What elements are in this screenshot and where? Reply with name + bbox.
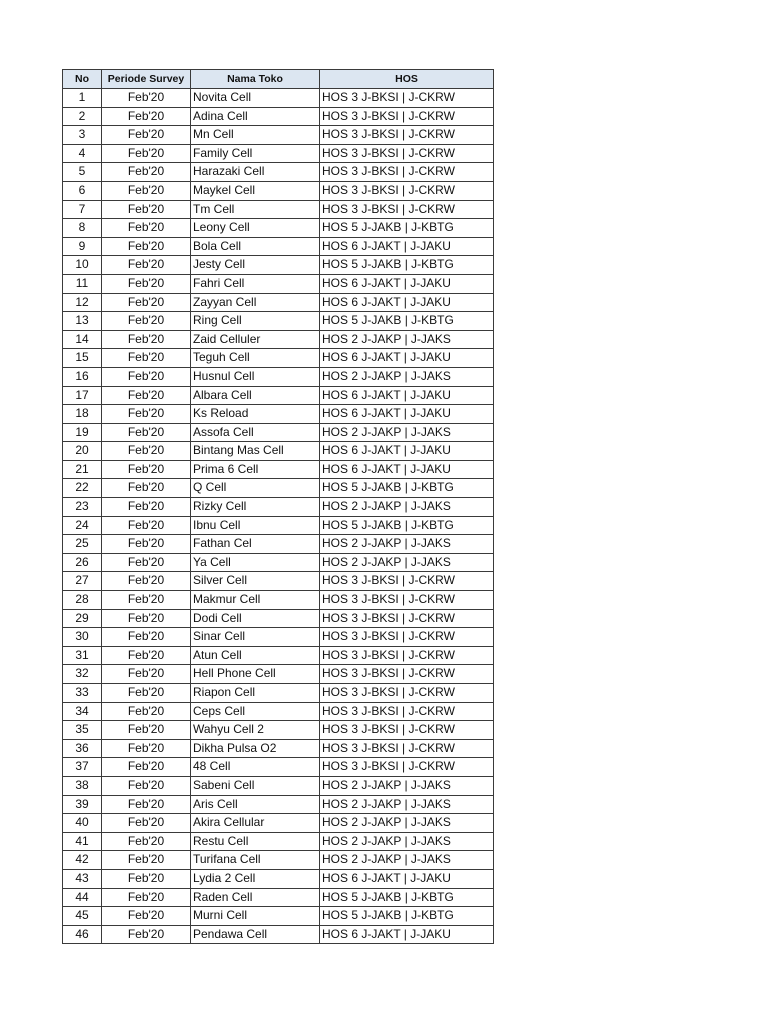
table-row xyxy=(63,851,494,870)
cell-nama-toko: Assofa Cell xyxy=(191,423,320,442)
cell-hos: HOS 5 J-JAKB | J-KBTG xyxy=(320,516,494,535)
cell-periode-survey: Feb'20 xyxy=(102,219,191,238)
table-row xyxy=(63,665,494,684)
cell-periode-survey: Feb'20 xyxy=(102,888,191,907)
cell-no: 46 xyxy=(63,925,102,944)
cell-hos: HOS 3 J-BKSI | J-CKRW xyxy=(320,628,494,647)
cell-no: 30 xyxy=(63,628,102,647)
cell-nama-toko: Ceps Cell xyxy=(191,702,320,721)
cell-nama-toko: Fahri Cell xyxy=(191,274,320,293)
cell-hos: HOS 6 J-JAKT | J-JAKU xyxy=(320,405,494,424)
table-row xyxy=(63,684,494,703)
table-row xyxy=(63,888,494,907)
cell-no: 28 xyxy=(63,591,102,610)
cell-nama-toko: Bola Cell xyxy=(191,237,320,256)
cell-hos: HOS 5 J-JAKB | J-KBTG xyxy=(320,888,494,907)
cell-no: 44 xyxy=(63,888,102,907)
cell-periode-survey: Feb'20 xyxy=(102,925,191,944)
cell-nama-toko: Raden Cell xyxy=(191,888,320,907)
table-row xyxy=(63,181,494,200)
cell-no: 10 xyxy=(63,256,102,275)
cell-nama-toko: Harazaki Cell xyxy=(191,163,320,182)
cell-nama-toko: Bintang Mas Cell xyxy=(191,442,320,461)
cell-periode-survey: Feb'20 xyxy=(102,126,191,145)
cell-nama-toko: Leony Cell xyxy=(191,219,320,238)
cell-nama-toko: Novita Cell xyxy=(191,89,320,108)
cell-no: 4 xyxy=(63,144,102,163)
cell-nama-toko: Jesty Cell xyxy=(191,256,320,275)
cell-no: 36 xyxy=(63,739,102,758)
cell-hos: HOS 2 J-JAKP | J-JAKS xyxy=(320,851,494,870)
cell-nama-toko: Adina Cell xyxy=(191,107,320,126)
cell-periode-survey: Feb'20 xyxy=(102,758,191,777)
cell-hos: HOS 3 J-BKSI | J-CKRW xyxy=(320,758,494,777)
table-row xyxy=(63,591,494,610)
cell-no: 38 xyxy=(63,776,102,795)
cell-nama-toko: Ks Reload xyxy=(191,405,320,424)
table-row xyxy=(63,925,494,944)
cell-nama-toko: Riapon Cell xyxy=(191,684,320,703)
table-row xyxy=(63,758,494,777)
table-row xyxy=(63,628,494,647)
cell-no: 25 xyxy=(63,535,102,554)
table-row xyxy=(63,423,494,442)
table-row xyxy=(63,721,494,740)
cell-nama-toko: Zaid Celluler xyxy=(191,330,320,349)
cell-hos: HOS 5 J-JAKB | J-KBTG xyxy=(320,479,494,498)
cell-no: 14 xyxy=(63,330,102,349)
cell-periode-survey: Feb'20 xyxy=(102,498,191,517)
cell-nama-toko: Prima 6 Cell xyxy=(191,460,320,479)
cell-nama-toko: Lydia 2 Cell xyxy=(191,869,320,888)
cell-nama-toko: Family Cell xyxy=(191,144,320,163)
cell-periode-survey: Feb'20 xyxy=(102,814,191,833)
cell-periode-survey: Feb'20 xyxy=(102,330,191,349)
cell-periode-survey: Feb'20 xyxy=(102,684,191,703)
cell-hos: HOS 6 J-JAKT | J-JAKU xyxy=(320,386,494,405)
cell-no: 34 xyxy=(63,702,102,721)
cell-no: 5 xyxy=(63,163,102,182)
cell-no: 2 xyxy=(63,107,102,126)
table-row xyxy=(63,460,494,479)
cell-hos: HOS 2 J-JAKP | J-JAKS xyxy=(320,776,494,795)
cell-no: 12 xyxy=(63,293,102,312)
cell-nama-toko: Wahyu Cell 2 xyxy=(191,721,320,740)
cell-hos: HOS 2 J-JAKP | J-JAKS xyxy=(320,423,494,442)
header-nama-toko: Nama Toko xyxy=(191,70,320,89)
cell-periode-survey: Feb'20 xyxy=(102,144,191,163)
cell-nama-toko: Mn Cell xyxy=(191,126,320,145)
cell-periode-survey: Feb'20 xyxy=(102,349,191,368)
cell-no: 45 xyxy=(63,907,102,926)
cell-periode-survey: Feb'20 xyxy=(102,479,191,498)
cell-hos: HOS 6 J-JAKT | J-JAKU xyxy=(320,293,494,312)
cell-no: 6 xyxy=(63,181,102,200)
cell-nama-toko: Makmur Cell xyxy=(191,591,320,610)
cell-hos: HOS 2 J-JAKP | J-JAKS xyxy=(320,832,494,851)
table-header xyxy=(63,70,494,89)
table-row xyxy=(63,200,494,219)
table-row xyxy=(63,907,494,926)
cell-nama-toko: Aris Cell xyxy=(191,795,320,814)
cell-nama-toko: Akira Cellular xyxy=(191,814,320,833)
cell-hos: HOS 2 J-JAKP | J-JAKS xyxy=(320,498,494,517)
cell-periode-survey: Feb'20 xyxy=(102,832,191,851)
table-row xyxy=(63,609,494,628)
table-row xyxy=(63,516,494,535)
cell-no: 41 xyxy=(63,832,102,851)
cell-hos: HOS 3 J-BKSI | J-CKRW xyxy=(320,144,494,163)
cell-hos: HOS 3 J-BKSI | J-CKRW xyxy=(320,572,494,591)
cell-no: 42 xyxy=(63,851,102,870)
cell-nama-toko: Maykel Cell xyxy=(191,181,320,200)
cell-no: 26 xyxy=(63,553,102,572)
cell-no: 21 xyxy=(63,460,102,479)
cell-hos: HOS 2 J-JAKP | J-JAKS xyxy=(320,535,494,554)
cell-hos: HOS 6 J-JAKT | J-JAKU xyxy=(320,442,494,461)
cell-nama-toko: Albara Cell xyxy=(191,386,320,405)
cell-periode-survey: Feb'20 xyxy=(102,553,191,572)
cell-no: 13 xyxy=(63,312,102,331)
cell-periode-survey: Feb'20 xyxy=(102,851,191,870)
table-row xyxy=(63,535,494,554)
cell-nama-toko: 48 Cell xyxy=(191,758,320,777)
cell-nama-toko: Ya Cell xyxy=(191,553,320,572)
cell-nama-toko: Sabeni Cell xyxy=(191,776,320,795)
cell-periode-survey: Feb'20 xyxy=(102,460,191,479)
cell-hos: HOS 3 J-BKSI | J-CKRW xyxy=(320,107,494,126)
table-row xyxy=(63,572,494,591)
cell-nama-toko: Zayyan Cell xyxy=(191,293,320,312)
cell-hos: HOS 6 J-JAKT | J-JAKU xyxy=(320,460,494,479)
cell-nama-toko: Turifana Cell xyxy=(191,851,320,870)
cell-nama-toko: Rizky Cell xyxy=(191,498,320,517)
table-row xyxy=(63,274,494,293)
table-row xyxy=(63,795,494,814)
header-no: No xyxy=(63,70,102,89)
cell-no: 19 xyxy=(63,423,102,442)
cell-nama-toko: Pendawa Cell xyxy=(191,925,320,944)
table-row xyxy=(63,553,494,572)
cell-periode-survey: Feb'20 xyxy=(102,405,191,424)
survey-table xyxy=(62,69,494,944)
cell-nama-toko: Atun Cell xyxy=(191,646,320,665)
cell-periode-survey: Feb'20 xyxy=(102,237,191,256)
cell-hos: HOS 6 J-JAKT | J-JAKU xyxy=(320,274,494,293)
table-row xyxy=(63,312,494,331)
cell-no: 43 xyxy=(63,869,102,888)
cell-nama-toko: Teguh Cell xyxy=(191,349,320,368)
cell-periode-survey: Feb'20 xyxy=(102,591,191,610)
cell-nama-toko: Ring Cell xyxy=(191,312,320,331)
cell-nama-toko: Ibnu Cell xyxy=(191,516,320,535)
cell-periode-survey: Feb'20 xyxy=(102,907,191,926)
cell-nama-toko: Restu Cell xyxy=(191,832,320,851)
cell-no: 24 xyxy=(63,516,102,535)
cell-hos: HOS 6 J-JAKT | J-JAKU xyxy=(320,925,494,944)
cell-no: 29 xyxy=(63,609,102,628)
cell-periode-survey: Feb'20 xyxy=(102,535,191,554)
cell-no: 33 xyxy=(63,684,102,703)
cell-periode-survey: Feb'20 xyxy=(102,776,191,795)
cell-hos: HOS 6 J-JAKT | J-JAKU xyxy=(320,869,494,888)
cell-periode-survey: Feb'20 xyxy=(102,702,191,721)
cell-no: 7 xyxy=(63,200,102,219)
cell-periode-survey: Feb'20 xyxy=(102,367,191,386)
cell-no: 20 xyxy=(63,442,102,461)
table-row xyxy=(63,776,494,795)
table-row xyxy=(63,256,494,275)
table-row xyxy=(63,498,494,517)
cell-periode-survey: Feb'20 xyxy=(102,869,191,888)
cell-nama-toko: Q Cell xyxy=(191,479,320,498)
cell-hos: HOS 3 J-BKSI | J-CKRW xyxy=(320,739,494,758)
cell-nama-toko: Fathan Cel xyxy=(191,535,320,554)
cell-periode-survey: Feb'20 xyxy=(102,665,191,684)
table-row xyxy=(63,237,494,256)
cell-no: 32 xyxy=(63,665,102,684)
cell-hos: HOS 5 J-JAKB | J-KBTG xyxy=(320,312,494,331)
cell-no: 23 xyxy=(63,498,102,517)
cell-hos: HOS 2 J-JAKP | J-JAKS xyxy=(320,367,494,386)
cell-hos: HOS 3 J-BKSI | J-CKRW xyxy=(320,181,494,200)
cell-no: 16 xyxy=(63,367,102,386)
table-row xyxy=(63,349,494,368)
cell-hos: HOS 6 J-JAKT | J-JAKU xyxy=(320,237,494,256)
cell-hos: HOS 6 J-JAKT | J-JAKU xyxy=(320,349,494,368)
cell-no: 40 xyxy=(63,814,102,833)
cell-hos: HOS 5 J-JAKB | J-KBTG xyxy=(320,907,494,926)
table-row xyxy=(63,442,494,461)
cell-hos: HOS 2 J-JAKP | J-JAKS xyxy=(320,553,494,572)
cell-nama-toko: Hell Phone Cell xyxy=(191,665,320,684)
cell-hos: HOS 2 J-JAKP | J-JAKS xyxy=(320,330,494,349)
cell-no: 35 xyxy=(63,721,102,740)
cell-no: 3 xyxy=(63,126,102,145)
cell-no: 11 xyxy=(63,274,102,293)
cell-periode-survey: Feb'20 xyxy=(102,739,191,758)
cell-hos: HOS 5 J-JAKB | J-KBTG xyxy=(320,219,494,238)
cell-nama-toko: Murni Cell xyxy=(191,907,320,926)
cell-no: 22 xyxy=(63,479,102,498)
table-row xyxy=(63,869,494,888)
cell-hos: HOS 3 J-BKSI | J-CKRW xyxy=(320,591,494,610)
cell-periode-survey: Feb'20 xyxy=(102,163,191,182)
cell-periode-survey: Feb'20 xyxy=(102,628,191,647)
table-row xyxy=(63,89,494,108)
cell-hos: HOS 3 J-BKSI | J-CKRW xyxy=(320,200,494,219)
cell-periode-survey: Feb'20 xyxy=(102,442,191,461)
table-row xyxy=(63,367,494,386)
cell-periode-survey: Feb'20 xyxy=(102,795,191,814)
table-row xyxy=(63,126,494,145)
cell-no: 15 xyxy=(63,349,102,368)
cell-hos: HOS 3 J-BKSI | J-CKRW xyxy=(320,684,494,703)
cell-periode-survey: Feb'20 xyxy=(102,107,191,126)
cell-no: 18 xyxy=(63,405,102,424)
table-row xyxy=(63,144,494,163)
cell-hos: HOS 2 J-JAKP | J-JAKS xyxy=(320,795,494,814)
cell-hos: HOS 3 J-BKSI | J-CKRW xyxy=(320,609,494,628)
table-row xyxy=(63,646,494,665)
header-row xyxy=(63,70,494,89)
table-body xyxy=(63,89,494,944)
cell-periode-survey: Feb'20 xyxy=(102,516,191,535)
cell-periode-survey: Feb'20 xyxy=(102,293,191,312)
table-row xyxy=(63,702,494,721)
cell-no: 9 xyxy=(63,237,102,256)
table-row xyxy=(63,293,494,312)
table-row xyxy=(63,405,494,424)
cell-no: 31 xyxy=(63,646,102,665)
cell-hos: HOS 3 J-BKSI | J-CKRW xyxy=(320,163,494,182)
cell-periode-survey: Feb'20 xyxy=(102,721,191,740)
cell-no: 17 xyxy=(63,386,102,405)
cell-hos: HOS 3 J-BKSI | J-CKRW xyxy=(320,665,494,684)
cell-periode-survey: Feb'20 xyxy=(102,256,191,275)
cell-periode-survey: Feb'20 xyxy=(102,200,191,219)
cell-periode-survey: Feb'20 xyxy=(102,181,191,200)
table-row xyxy=(63,330,494,349)
header-hos: HOS xyxy=(320,70,494,89)
cell-nama-toko: Dodi Cell xyxy=(191,609,320,628)
cell-nama-toko: Silver Cell xyxy=(191,572,320,591)
cell-hos: HOS 3 J-BKSI | J-CKRW xyxy=(320,646,494,665)
cell-nama-toko: Tm Cell xyxy=(191,200,320,219)
cell-no: 1 xyxy=(63,89,102,108)
cell-no: 27 xyxy=(63,572,102,591)
cell-periode-survey: Feb'20 xyxy=(102,274,191,293)
cell-periode-survey: Feb'20 xyxy=(102,423,191,442)
cell-periode-survey: Feb'20 xyxy=(102,646,191,665)
cell-nama-toko: Sinar Cell xyxy=(191,628,320,647)
cell-periode-survey: Feb'20 xyxy=(102,89,191,108)
cell-hos: HOS 3 J-BKSI | J-CKRW xyxy=(320,89,494,108)
cell-no: 37 xyxy=(63,758,102,777)
cell-hos: HOS 2 J-JAKP | J-JAKS xyxy=(320,814,494,833)
cell-hos: HOS 3 J-BKSI | J-CKRW xyxy=(320,721,494,740)
table-row xyxy=(63,814,494,833)
table-row xyxy=(63,479,494,498)
cell-periode-survey: Feb'20 xyxy=(102,572,191,591)
table-row xyxy=(63,386,494,405)
table-row xyxy=(63,739,494,758)
cell-periode-survey: Feb'20 xyxy=(102,609,191,628)
cell-nama-toko: Dikha Pulsa O2 xyxy=(191,739,320,758)
cell-periode-survey: Feb'20 xyxy=(102,312,191,331)
cell-nama-toko: Husnul Cell xyxy=(191,367,320,386)
cell-no: 39 xyxy=(63,795,102,814)
header-periode-survey: Periode Survey xyxy=(102,70,191,89)
cell-hos: HOS 5 J-JAKB | J-KBTG xyxy=(320,256,494,275)
table-row xyxy=(63,832,494,851)
table-row xyxy=(63,107,494,126)
cell-periode-survey: Feb'20 xyxy=(102,386,191,405)
cell-hos: HOS 3 J-BKSI | J-CKRW xyxy=(320,126,494,145)
table-row xyxy=(63,219,494,238)
cell-no: 8 xyxy=(63,219,102,238)
cell-hos: HOS 3 J-BKSI | J-CKRW xyxy=(320,702,494,721)
table-row xyxy=(63,163,494,182)
